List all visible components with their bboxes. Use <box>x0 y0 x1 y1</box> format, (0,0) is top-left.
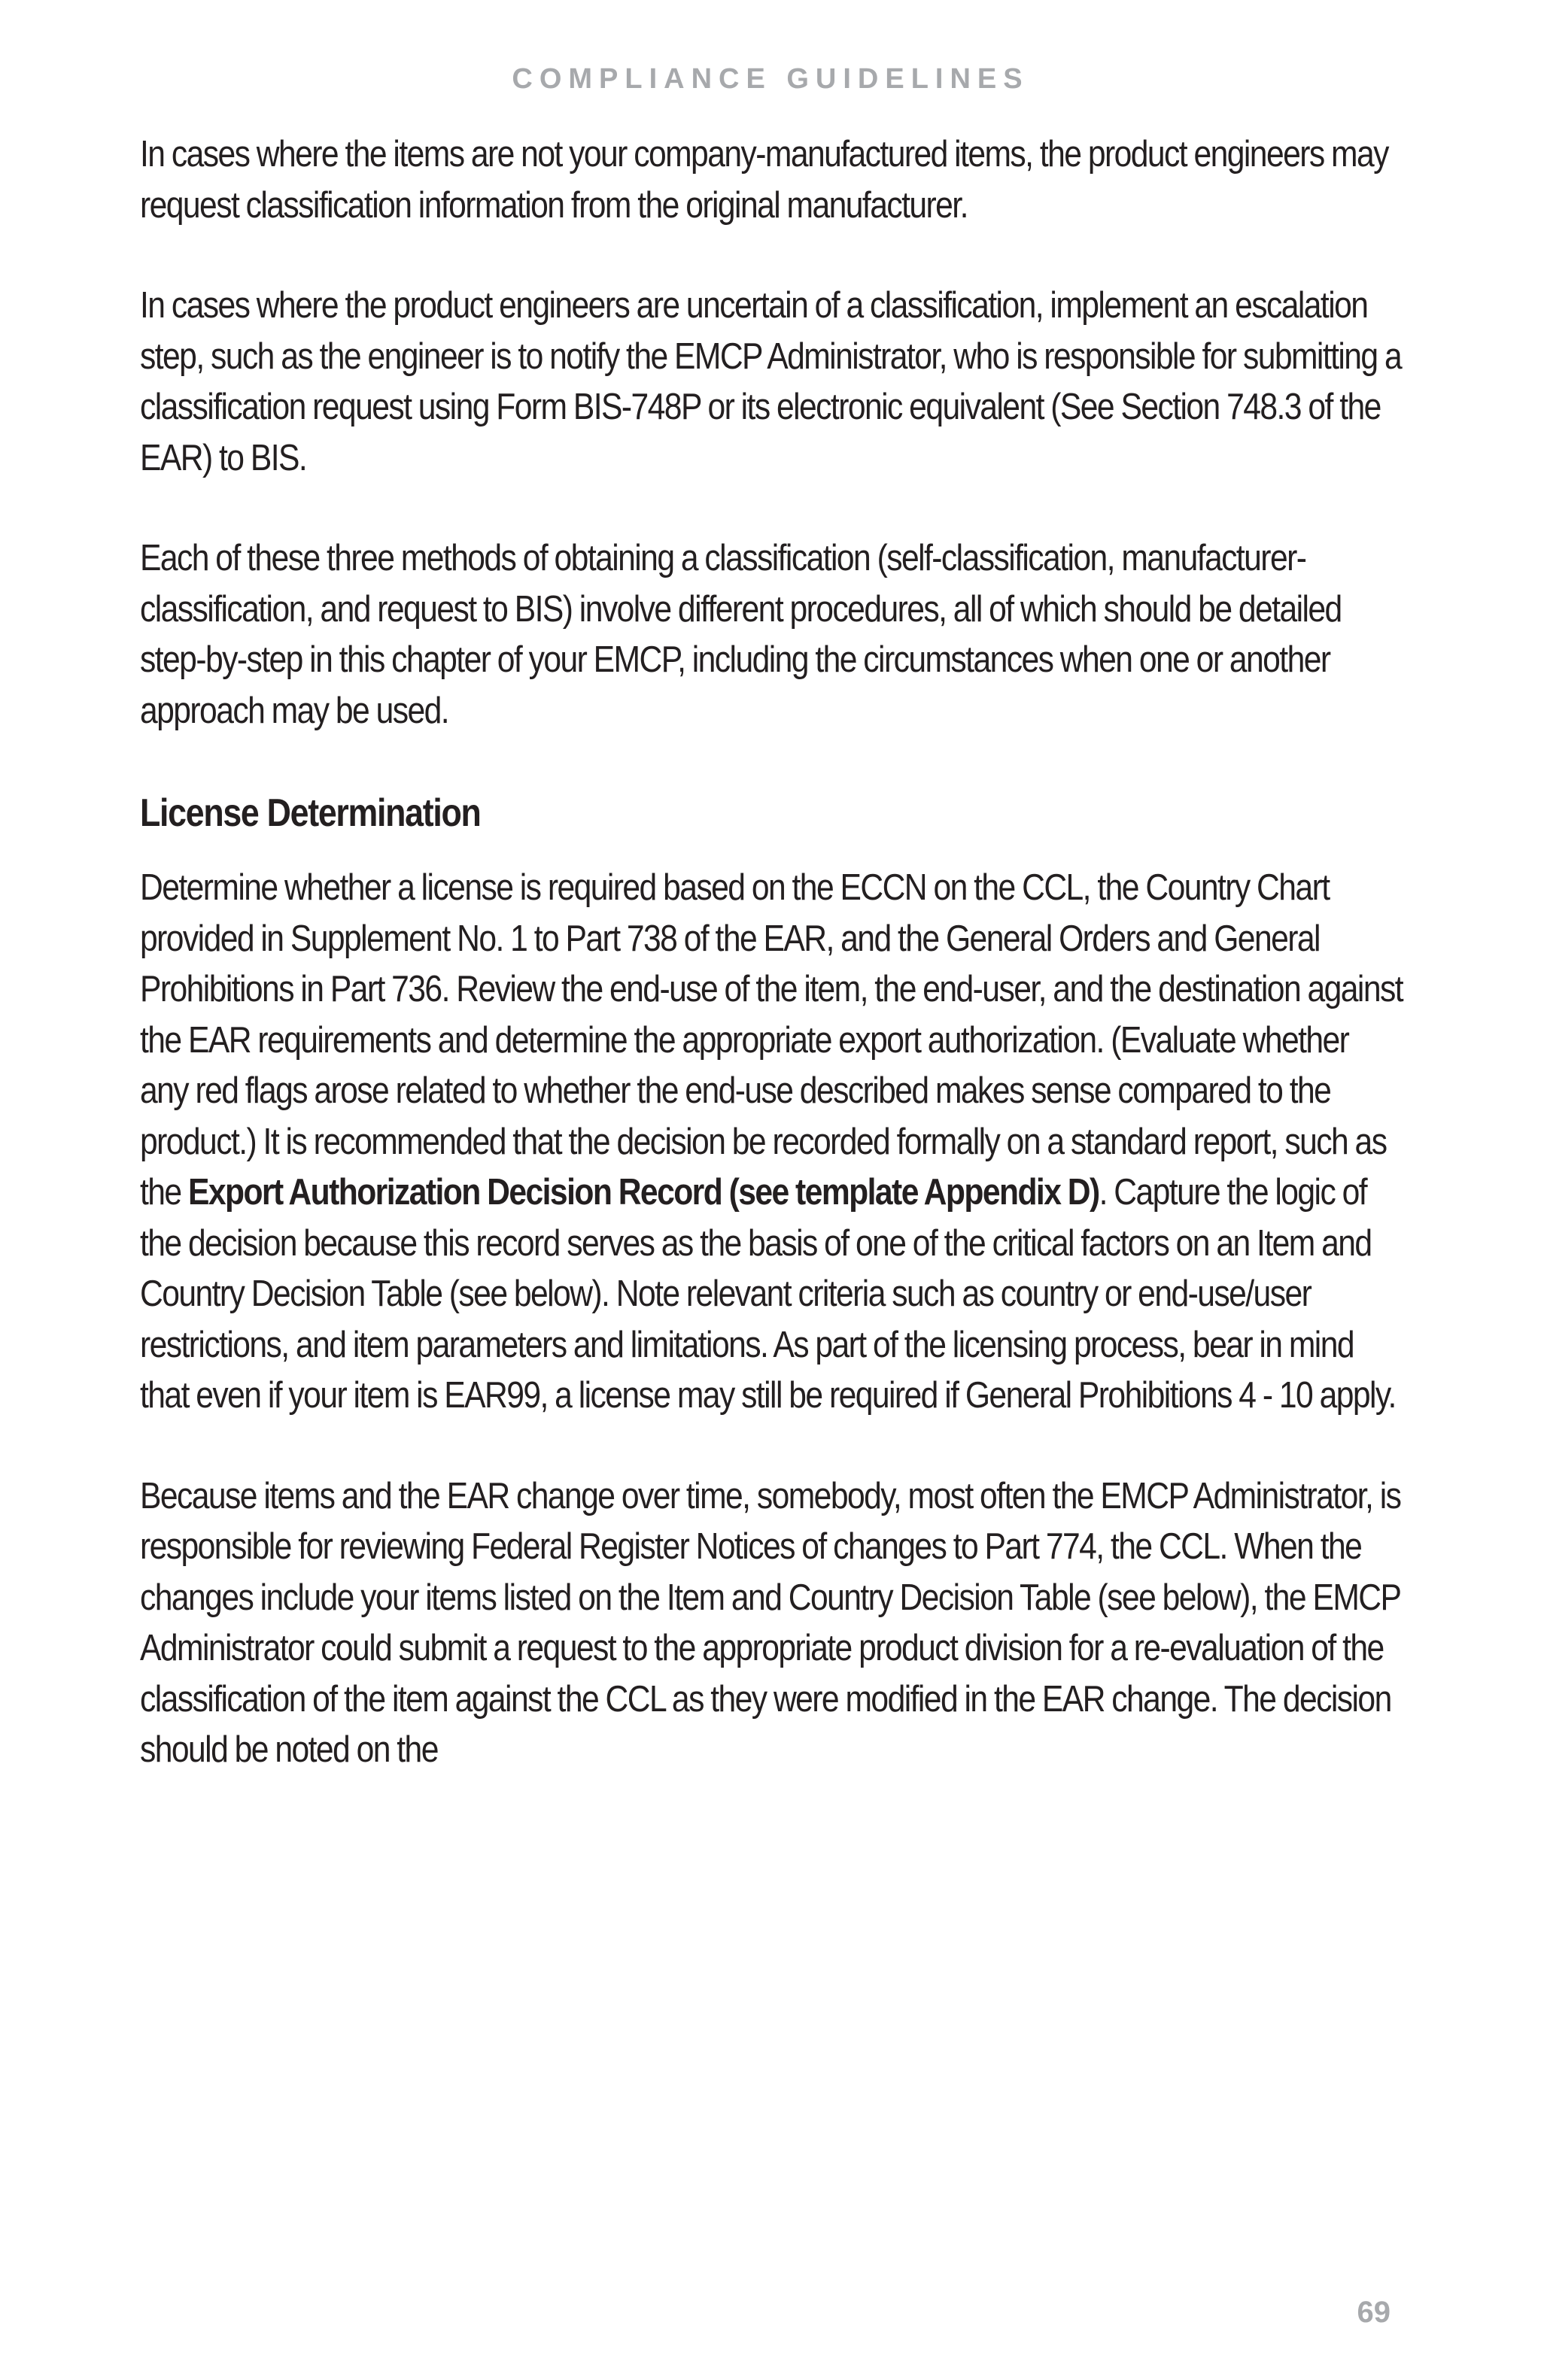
paragraph-license-text-2: . Capture the logic of the decision because this record serves as the basis of one of the critical factors on an Item and Country Decision Table (see below). Note relevant criteria such as country or end-use/user restrictions, and item parameters and limitations. As part of the licensing process, bear in mind that even if your item is EAR99, a license may still be required if General Prohibitions 4 - 10 apply. <box>140 1172 1396 1416</box>
paragraph-ear-changes: Because items and the EAR change over time, somebody, most often the EMCP Administrator, is responsible for reviewing Federal Register Notices of changes to Part 774, the CCL. When the changes include your items listed on the Item and Country Decision Table (see below), the EMCP Administrator could submit a request to the appropriate product division for a re-evaluation of the classification of the item against the CCL as they were modified in the EAR change. The decision should be noted on the <box>140 1475 1401 1770</box>
section-heading-license-determination: License Determination <box>140 791 481 835</box>
paragraph-license-text-1: Determine whether a license is required based on the ECCN on the CCL, the Country Chart provided in Supplement No. 1 to Part 738 of the EAR, and the General Orders and General Prohibitions in Part 736. Review the end-use of the item, the end-user, and the destination against the EAR requirements and determine the appropriate export authorization. (Evaluate whether any red flags arose related to whether the end-use described makes sense compared to the product.) It is recommended that the decision be recorded formally on a standard report, such as the <box>140 867 1403 1213</box>
paragraph-classification-methods: Each of these three methods of obtaining a classification (self-classification, manufacturer-classification, and request to BIS) involve different procedures, all of which should be detailed step-by-step in this chapter of your EMCP, including the circumstances when one or another approach may be used. <box>140 538 1342 731</box>
running-header: COMPLIANCE GUIDELINES <box>512 63 1029 95</box>
page-body <box>140 129 1404 1776</box>
page-number: 69 <box>1357 2296 1391 2329</box>
paragraph-license-determination <box>140 863 1403 1422</box>
paragraph-manufacturer-classification: In cases where the items are not your company-manufactured items, the product engineers may request classification information from the original manufacturer. <box>140 134 1388 226</box>
paragraph-escalation-step: In cases where the product engineers are uncertain of a classification, implement an escalation step, such as the engineer is to notify the EMCP Administrator, who is responsible for submitting a classification request using Form BIS-748P or its electronic equivalent (See Section 748.3 of the EAR) to BIS. <box>140 285 1402 478</box>
export-authorization-decision-record-reference: Export Authorization Decision Record (see template Appendix D) <box>187 1172 1099 1213</box>
